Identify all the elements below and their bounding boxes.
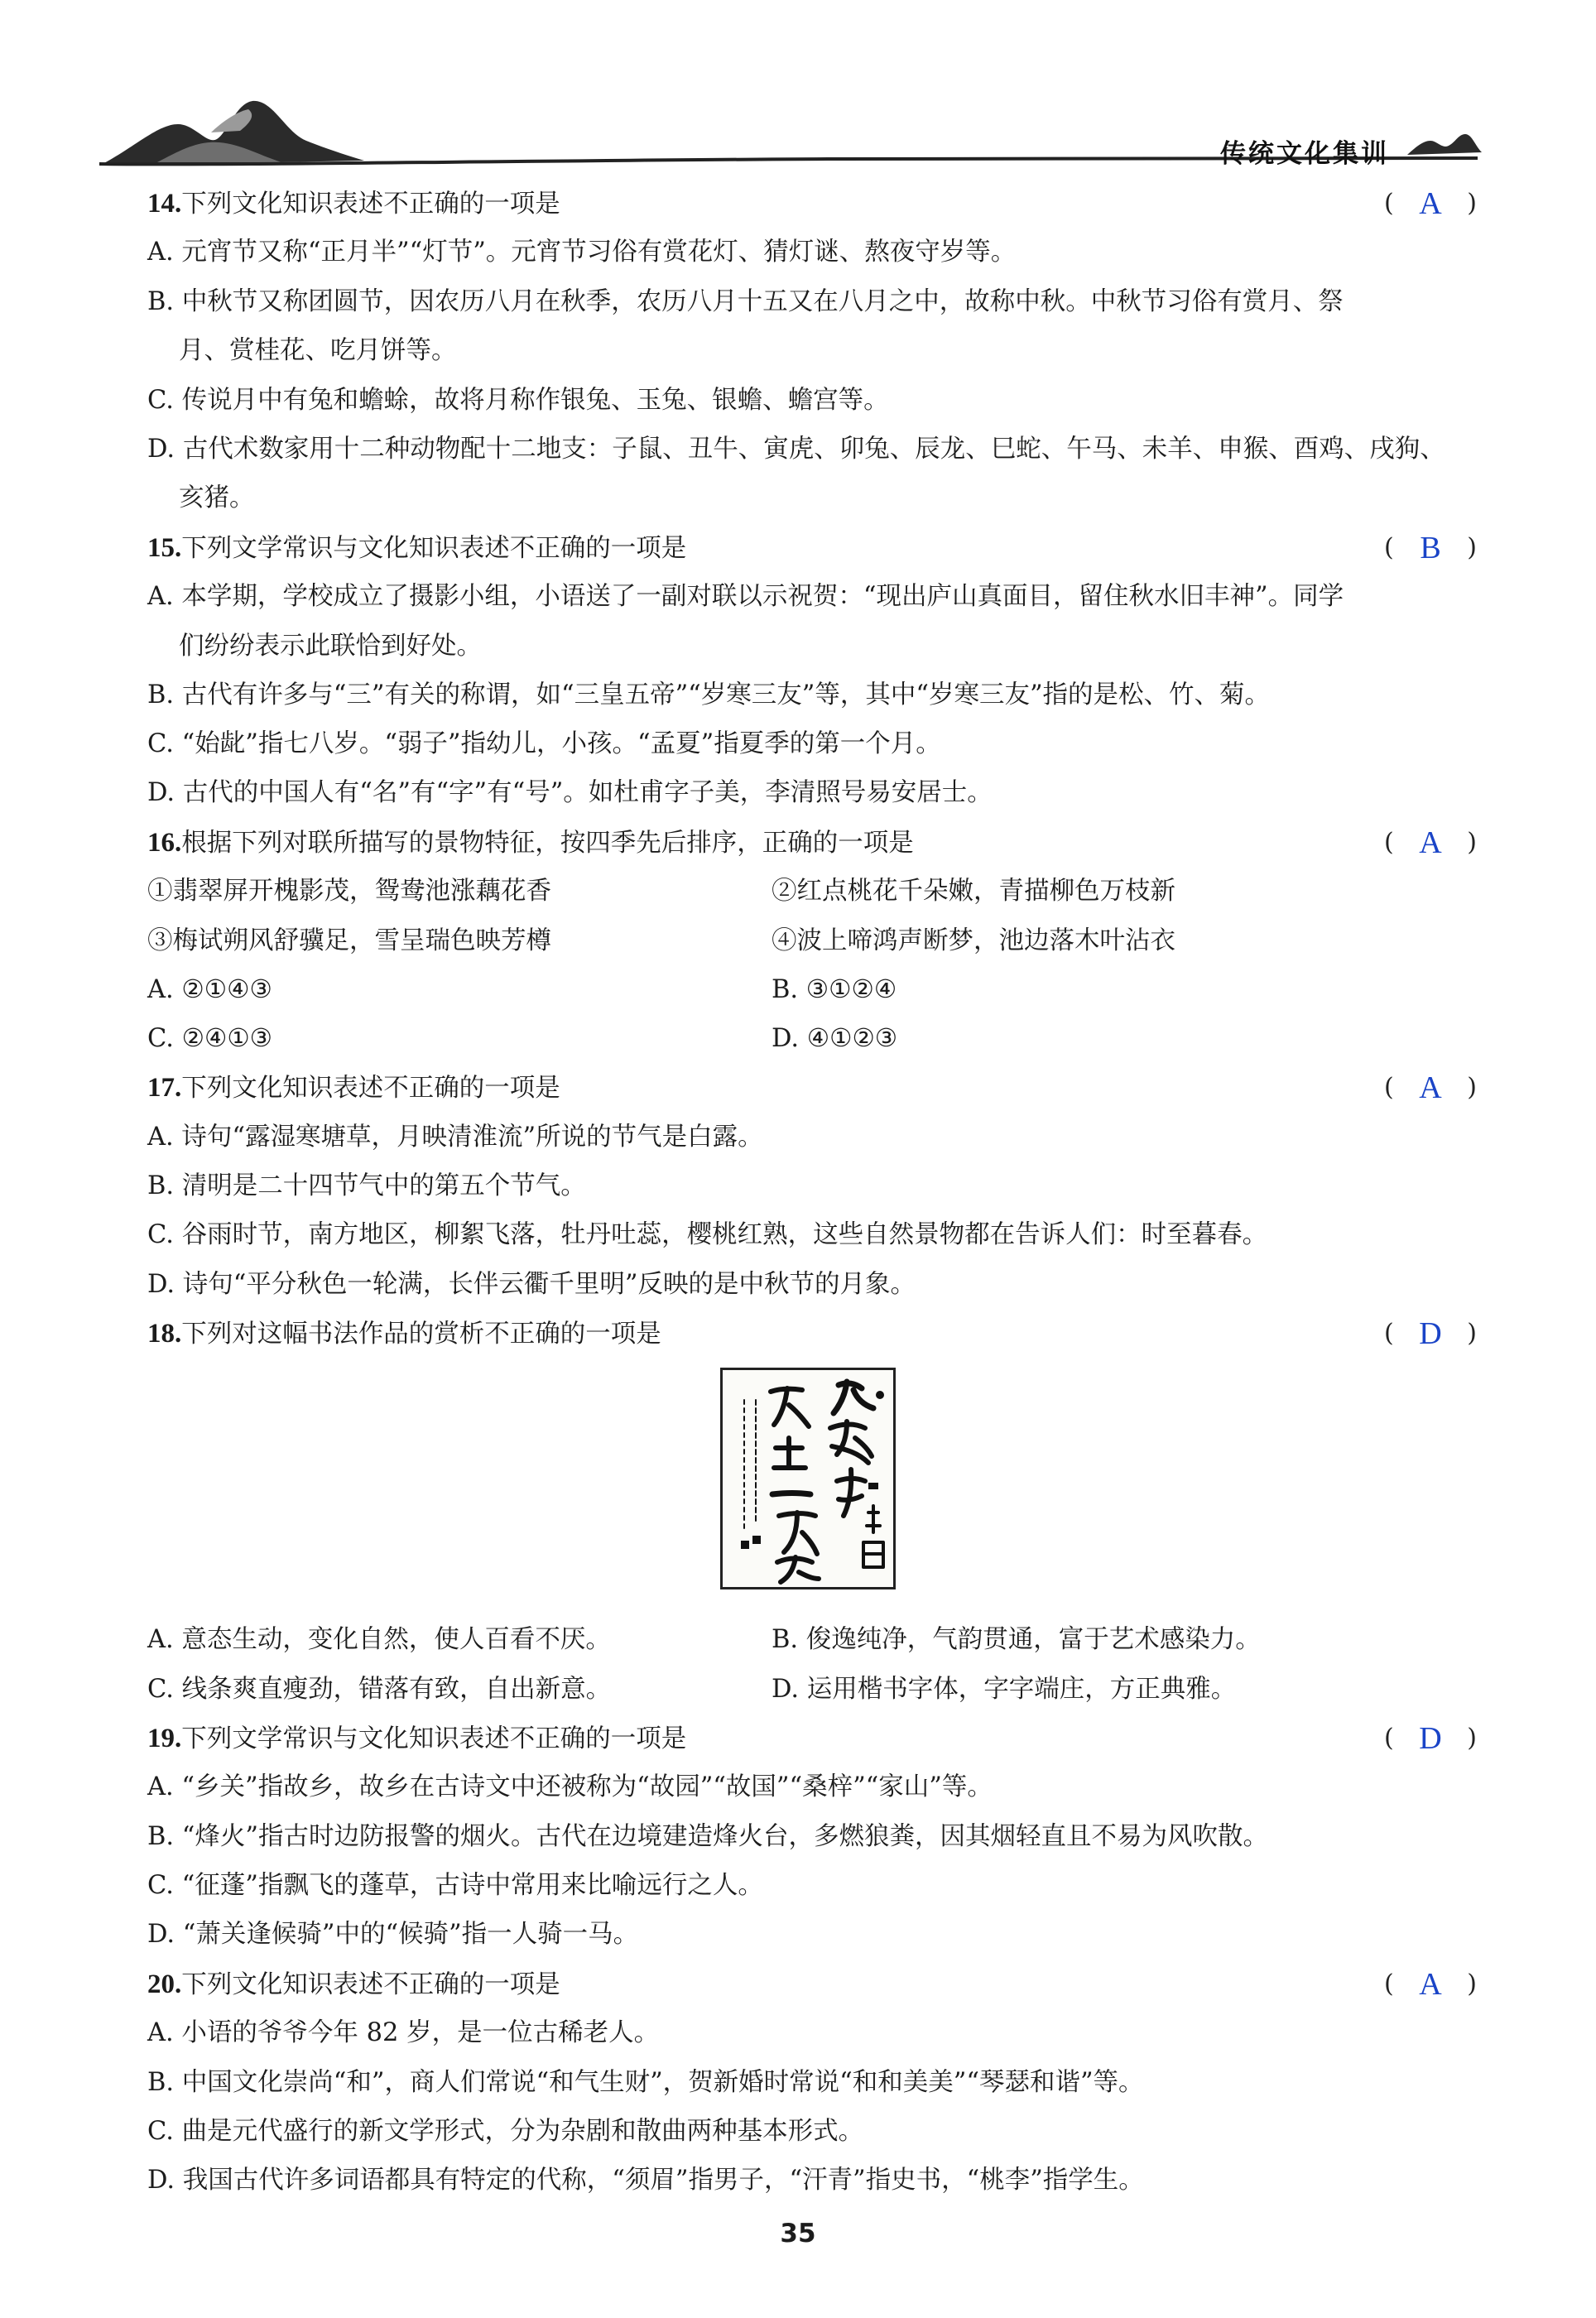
couplet-4: ④波上啼鸿声断梦，池边落木叶沾衣 <box>772 926 1175 955</box>
option-line: C. 传说月中有兔和蟾蜍，故将月称作银兔、玉兔、银蟾、蟾宫等。 <box>147 386 889 415</box>
couplet-row <box>0 867 1596 916</box>
option-line: C. “始龀”指七八岁。“弱子”指幼儿，小孩。“孟夏”指夏季的第一个月。 <box>147 729 941 758</box>
question-number: 18. <box>147 1319 182 1349</box>
question-number: 16. <box>147 828 182 858</box>
choice-b: B. ③①②④ <box>772 975 897 1004</box>
option-line: D. 古代术数家用十二种动物配十二地支：子鼠、丑牛、寅虎、卯兔、辰龙、巳蛇、午马、未羊、申猴、酉鸡、戌狗、 <box>147 435 1445 464</box>
answer-box: ( A ) <box>1384 1960 1477 2009</box>
question-15-stem <box>0 523 1596 573</box>
question-number: 20. <box>147 1969 182 1999</box>
couplet-1: ①翡翠屏开槐影茂，鸳鸯池涨藕花香 <box>147 877 551 906</box>
question-text: 下列文化知识表述不正确的一项是 <box>181 1970 560 1999</box>
option-line: C. 曲是元代盛行的新文学形式，分为杂剧和散曲两种基本形式。 <box>147 2117 864 2146</box>
option-line: D. 我国古代许多词语都具有特定的代称，“须眉”指男子，“汗青”指史书，“桃李”指学生。 <box>147 2166 1144 2195</box>
option-line-continued: 月、赏桂花、吃月饼等。 <box>179 336 457 365</box>
option-line: D. “萧关逢候骑”中的“候骑”指一人骑一马。 <box>147 1920 639 1949</box>
option-line: B. 中秋节又称团圆节，因农历八月在秋季，农历八月十五又在八月之中，故称中秋。中秋节习俗有赏月、祭 <box>147 287 1344 316</box>
choice-d: D. ④①②③ <box>772 1024 898 1053</box>
option-line-continued: 们纷纷表示此联恰到好处。 <box>179 632 482 661</box>
question-14-stem <box>0 179 1596 228</box>
choice-d: D. 运用楷书字体，字字端庄，方正典雅。 <box>772 1675 1237 1704</box>
option-line: D. 古代的中国人有“名”有“字”有“号”。如杜甫字子美，李清照号易安居士。 <box>147 778 993 807</box>
answer-letter: D <box>1419 1316 1442 1351</box>
answer-letter: A <box>1419 1967 1442 2002</box>
question-20-stem <box>0 1960 1596 2009</box>
option-line-continued: 亥猪。 <box>179 483 255 512</box>
option-line: B. “烽火”指古时边防报警的烟火。古代在边境建造烽火台，多燃狼粪，因其烟轻直且不易为风吹散。 <box>147 1822 1268 1851</box>
option-line: D. 诗句“平分秋色一轮满，长伴云衢千里明”反映的是中秋节的月象。 <box>147 1270 916 1299</box>
couplet-2: ②红点桃花千朵嫩，青描柳色万枝新 <box>772 877 1175 906</box>
option-line: A. 本学期，学校成立了摄影小组，小语送了一副对联以示祝贺：“现出庐山真面目，留住秋水旧丰神”。同学 <box>147 582 1344 611</box>
question-16-stem <box>0 818 1596 868</box>
couplet-3: ③梅试朔风舒骥足，雪呈瑞色映芳樽 <box>147 926 551 955</box>
choice-row <box>0 1665 1596 1714</box>
option-line: C. 谷雨时节，南方地区，柳絮飞落，牡丹吐蕊，樱桃红熟，这些自然景物都在告诉人们：时至暮春。 <box>147 1220 1268 1249</box>
choice-a: A. 意态生动，变化自然，使人百看不厌。 <box>147 1625 611 1654</box>
question-text: 下列文学常识与文化知识表述不正确的一项是 <box>181 1724 687 1753</box>
option-line: A. 诗句“露湿寒塘草，月映清淮流”所说的节气是白露。 <box>147 1123 763 1152</box>
question-17-stem <box>0 1063 1596 1113</box>
choice-row <box>0 965 1596 1015</box>
calligraphy-artwork <box>720 1368 896 1589</box>
section-title: 传统文化集训 <box>1220 139 1389 169</box>
choice-row <box>0 1014 1596 1064</box>
option-line: A. 元宵节又称“正月半”“灯节”。元宵节习俗有赏花灯、猜灯谜、熬夜守岁等。 <box>147 238 1017 267</box>
answer-box: ( A ) <box>1384 818 1477 868</box>
choice-b: B. 俊逸纯净，气韵贯通，富于艺术感染力。 <box>772 1625 1261 1654</box>
question-text: 下列文化知识表述不正确的一项是 <box>181 1074 560 1103</box>
answer-letter: D <box>1419 1721 1442 1756</box>
answer-letter: B <box>1420 531 1441 565</box>
question-text: 根据下列对联所描写的景物特征，按四季先后排序，正确的一项是 <box>181 829 914 858</box>
answer-box: ( D ) <box>1384 1309 1477 1359</box>
question-text: 下列文学常识与文化知识表述不正确的一项是 <box>181 534 687 563</box>
answer-letter: A <box>1419 186 1442 221</box>
option-line: B. 古代有许多与“三”有关的称谓，如“三皇五帝”“岁寒三友”等，其中“岁寒三友”指的是松、竹、菊。 <box>147 680 1271 709</box>
choice-row <box>0 1615 1596 1665</box>
option-line: A. “乡关”指故乡，故乡在古诗文中还被称为“故园”“故国”“桑梓”“家山”等。 <box>147 1772 993 1801</box>
question-number: 19. <box>147 1724 182 1753</box>
choice-a: A. ②①④③ <box>147 975 272 1004</box>
option-line: A. 小语的爷爷今年 82 岁，是一位古稀老人。 <box>147 2018 660 2047</box>
question-number: 15. <box>147 533 182 563</box>
question-number: 14. <box>147 189 182 219</box>
page-header <box>0 0 1596 174</box>
question-number: 17. <box>147 1073 182 1103</box>
option-line: B. 中国文化崇尚“和”，商人们常说“和气生财”，贺新婚时常说“和和美美”“琴瑟和谐”等。 <box>147 2068 1144 2097</box>
question-19-stem <box>0 1714 1596 1763</box>
question-text: 下列文化知识表述不正确的一项是 <box>181 190 560 219</box>
answer-letter: A <box>1419 825 1442 860</box>
page-number: 35 <box>780 2219 816 2248</box>
choice-c: C. 线条爽直瘦劲，错落有致，自出新意。 <box>147 1675 612 1704</box>
couplet-row <box>0 916 1596 966</box>
calligraphy-brush-strokes <box>723 1370 893 1587</box>
answer-box: ( D ) <box>1384 1714 1477 1763</box>
answer-box: ( A ) <box>1384 179 1477 228</box>
answer-box: ( A ) <box>1384 1063 1477 1113</box>
question-18-stem <box>0 1309 1596 1359</box>
option-line: C. “征蓬”指飘飞的蓬草，古诗中常用来比喻远行之人。 <box>147 1871 763 1900</box>
option-line: B. 清明是二十四节气中的第五个节气。 <box>147 1171 586 1200</box>
question-text: 下列对这幅书法作品的赏析不正确的一项是 <box>181 1320 661 1349</box>
answer-box: ( B ) <box>1384 523 1477 573</box>
answer-letter: A <box>1419 1070 1442 1105</box>
choice-c: C. ②④①③ <box>147 1024 273 1053</box>
